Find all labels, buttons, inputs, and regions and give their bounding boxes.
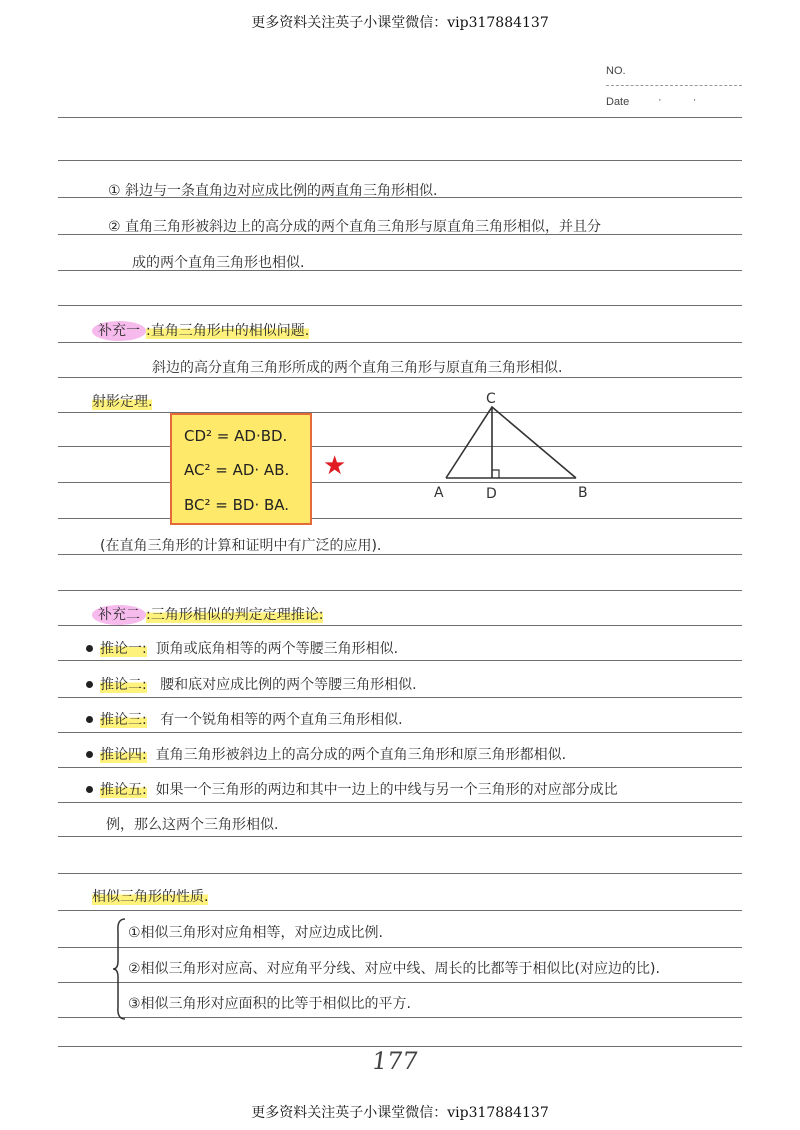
supp2-heading bbox=[92, 604, 323, 624]
properties-title: 相似三角形的性质. bbox=[92, 889, 209, 905]
property-2: ②相似三角形对应高、对应角平分线、对应中线、周长的比都等于相似比(对应边的比). bbox=[128, 961, 660, 977]
supp2-title: :三角形相似的判定定理推论: bbox=[146, 607, 324, 623]
label-c: C bbox=[486, 391, 496, 407]
bullet-1 bbox=[86, 645, 93, 652]
triangle-sides bbox=[446, 407, 576, 478]
formula-box bbox=[170, 413, 312, 525]
label-d: D bbox=[486, 486, 497, 502]
prop-2-cont: 成的两个直角三角形也相似. bbox=[132, 255, 305, 271]
no-label: NO. bbox=[606, 65, 626, 77]
corollary-1: 推论一: 顶角或底角相等的两个等腰三角形相似. bbox=[100, 641, 399, 657]
bullet-5 bbox=[86, 786, 93, 793]
corollary-5: 推论五: 如果一个三角形的两边和其中一边上的中线与另一个三角形的对应部分成比 bbox=[100, 782, 618, 798]
property-1: ①相似三角形对应角相等，对应边成比例. bbox=[128, 925, 383, 941]
shadow-theorem-title: 射影定理. bbox=[92, 394, 153, 410]
label-b: B bbox=[578, 485, 588, 501]
date-dots: · · bbox=[658, 94, 711, 106]
corollary-3: 推论三: 有一个锐角相等的两个直角三角形相似. bbox=[100, 712, 403, 728]
supp2-tag: 补充二 bbox=[92, 605, 146, 625]
prop-2: ② 直角三角形被斜边上的高分成的两个直角三角形与原直角三角形相似，并且分 bbox=[108, 219, 601, 235]
page-number: 177 bbox=[370, 1047, 420, 1075]
bottom-watermark-banner: 更多资料关注英子小课堂微信：vip317884137 bbox=[251, 1105, 549, 1121]
bullet-4 bbox=[86, 751, 93, 758]
supp1-desc: 斜边的高分直角三角形所成的两个直角三角形与原直角三角形相似. bbox=[152, 360, 563, 376]
right-triangle-diagram bbox=[420, 385, 600, 510]
corollary-2: 推论二: 腰和底对应成比例的两个等腰三角形相似. bbox=[100, 677, 417, 693]
property-3: ③相似三角形对应面积的比等于相似比的平方. bbox=[128, 996, 411, 1012]
star-icon: ★ bbox=[323, 451, 347, 481]
corollary-5-cont: 例，那么这两个三角形相似. bbox=[106, 817, 279, 833]
curly-brace bbox=[112, 917, 128, 1021]
formula-1: CD² = AD·BD. bbox=[184, 427, 288, 445]
top-watermark-banner: 更多资料关注英子小课堂微信：vip317884137 bbox=[251, 15, 549, 31]
shadow-note: (在直角三角形的计算和证明中有广泛的应用). bbox=[100, 538, 382, 554]
supp1-title: :直角三角形中的相似问题. bbox=[146, 323, 310, 339]
bullet-3 bbox=[86, 716, 93, 723]
no-divider bbox=[606, 85, 742, 86]
date-label: Date bbox=[606, 96, 630, 108]
bullet-2 bbox=[86, 681, 93, 688]
label-a: A bbox=[434, 485, 444, 501]
supp1-heading bbox=[92, 320, 309, 340]
supp1-tag: 补充一 bbox=[92, 321, 146, 341]
right-angle-mark bbox=[492, 470, 499, 478]
prop-1: ① 斜边与一条直角边对应成比例的两直角三角形相似. bbox=[108, 183, 438, 199]
formula-3: BC² = BD· BA. bbox=[184, 496, 290, 514]
formula-2: AC² = AD· AB. bbox=[184, 461, 290, 479]
corollary-4: 推论四: 直角三角形被斜边上的高分成的两个直角三角形和原三角形都相似. bbox=[100, 747, 567, 763]
